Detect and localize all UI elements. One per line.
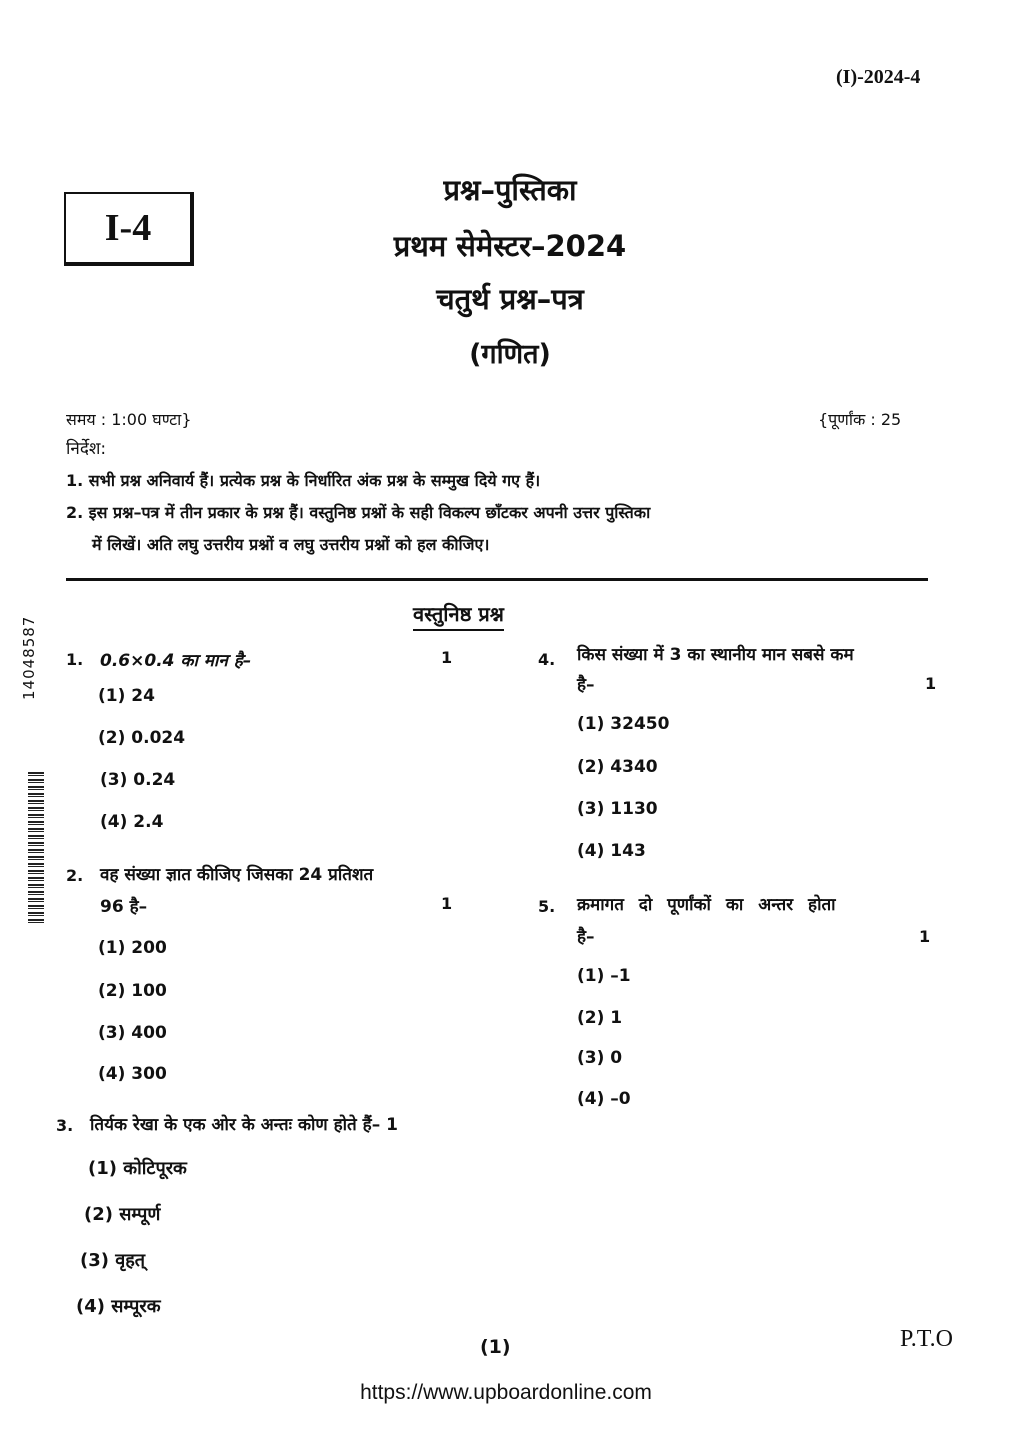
paper-title: चतुर्थ प्रश्न–पत्र <box>436 282 584 316</box>
divider-line <box>66 578 928 581</box>
option: (3) 1130 <box>577 799 658 819</box>
option: (1) 200 <box>98 938 167 958</box>
option: (2) 4340 <box>577 757 658 777</box>
option: (1) कोटिपूरक <box>88 1158 187 1179</box>
option: (3) वृहत् <box>80 1250 146 1271</box>
option: (4) 300 <box>98 1064 167 1084</box>
option: (2) सम्पूर्ण <box>84 1204 161 1225</box>
option: (4) 143 <box>577 841 646 861</box>
option: (3) 400 <box>98 1023 167 1043</box>
set-code: I-4 <box>104 207 152 249</box>
question-marks: 1 <box>919 927 931 946</box>
option: (4) सम्पूरक <box>76 1296 161 1317</box>
question-marks: 1 <box>441 648 453 667</box>
source-url: https://www.upboardonline.com <box>360 1381 652 1404</box>
max-marks: {पूर्णांक : 25 <box>818 410 902 429</box>
paper-code: (I)-2024-4 <box>836 66 921 88</box>
semester-title: प्रथम सेमेस्टर–2024 <box>393 229 627 263</box>
question-number: 2. <box>66 866 84 885</box>
set-code-box <box>64 192 194 266</box>
question-number: 3. <box>56 1116 74 1135</box>
pto-label: P.T.O <box>900 1326 953 1352</box>
option: (2) 100 <box>98 981 167 1001</box>
barcode <box>28 772 44 924</box>
option: (1) –1 <box>577 966 631 986</box>
question-text-cont: 96 है– <box>100 897 148 917</box>
option: (2) 1 <box>577 1008 623 1028</box>
question-marks: 1 <box>925 674 937 693</box>
question-marks: 1 <box>441 894 453 913</box>
section-heading: वस्तुनिष्ठ प्रश्न <box>413 600 504 631</box>
page-number: (1) <box>480 1336 511 1358</box>
question-text: क्रमागत दो पूर्णांकों का अन्तर होता <box>577 895 836 915</box>
time-allowed: समय : 1:00 घण्टा} <box>66 410 192 429</box>
instruction-2-cont: में लिखें। अति लघु उत्तरीय प्रश्नों व लघु उत्तरीय प्रश्नों को हल कीजिए। <box>92 535 490 554</box>
question-text: वह संख्या ज्ञात कीजिए जिसका 24 प्रतिशत <box>100 865 374 885</box>
question-text-cont: है– <box>577 927 595 947</box>
question-text: तिर्यक रेखा के एक ओर के अन्तः कोण होते हैं– 1 <box>90 1115 398 1135</box>
subject-title: (गणित) <box>469 339 551 370</box>
question-number: 4. <box>538 650 556 669</box>
question-number: 1. <box>66 650 84 669</box>
option: (2) 0.024 <box>98 728 186 748</box>
option: (4) –0 <box>577 1089 631 1109</box>
instruction-2: 2. इस प्रश्न–पत्र में तीन प्रकार के प्रश्न हैं। वस्तुनिष्ठ प्रश्नों के सही विकल्प छाँटकर अपनी उत्तर पुस्तिका <box>66 503 651 522</box>
option: (3) 0.24 <box>100 770 176 790</box>
option: (3) 0 <box>577 1048 623 1068</box>
question-text-cont: है– <box>577 675 595 695</box>
option: (4) 2.4 <box>100 812 164 832</box>
side-serial-number: 14048587 <box>20 615 38 700</box>
instruction-1: 1. सभी प्रश्न अनिवार्य हैं। प्रत्येक प्रश्न के निर्धारित अंक प्रश्न के सम्मुख दिये गए हैं। <box>66 471 541 490</box>
question-number: 5. <box>538 897 556 916</box>
question-text: किस संख्या में 3 का स्थानीय मान सबसे कम <box>577 645 854 665</box>
question-text: 0.6×0.4 का मान है– <box>100 651 252 671</box>
instructions-label: निर्देश: <box>66 439 107 459</box>
option: (1) 32450 <box>577 714 670 734</box>
option: (1) 24 <box>98 686 155 706</box>
booklet-title: प्रश्न–पुस्तिका <box>443 173 577 207</box>
